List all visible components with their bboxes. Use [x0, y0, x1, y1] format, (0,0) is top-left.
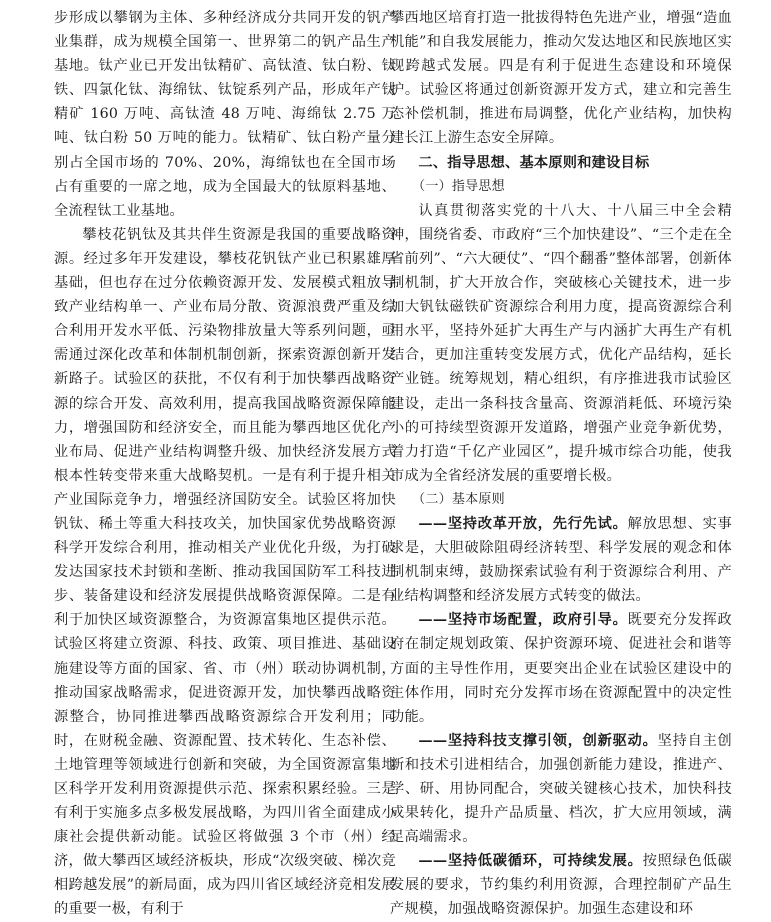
principle-text: 按照绿色低碳发展的要求，节约集约利用资源，合理控制矿产品生产规模，加强战略资源保护。加强生态建设和环 — [390, 853, 732, 918]
section-heading: 二、指导思想、基本原则和建设目标 — [418, 154, 650, 171]
subsection-heading-basic-principles: （二）基本原则 — [412, 491, 505, 507]
principle-title: ——坚持科技支撑引领，创新驱动。 — [418, 732, 658, 749]
paragraph-vanadium-titanium-industry: 步形成以攀钢为主体、多种经济成分共同开发的钒产业集群，成为规模全国第一、世界第二的钒产品生产基地。钛产业已开发出钛精矿、高钛渣、钛白粉、钛铁、四氯化钛、海绵钛、钛锭系列产品，形成年产钛精矿 160 万吨、高钛渣 48 万吨、海绵钛 2.75 万吨、钛白粉 50 万吨的能力。钛精矿、钛白粉产量分别占全国市场的 70%、20%，海绵钛也在全国市场占有重要的一席之地，成为全国最大的钛原料基地、全流程钛工业基地。 — [54, 10, 396, 219]
principle-title: ——坚持低碳循环，可持续发展。 — [418, 853, 643, 870]
paragraph-strategic-resources: 攀枝花钒钛及其共伴生资源是我国的重要战略资源。经过多年开发建设，攀枝花钒钛产业已积累雄厚基础，但也存在过分依赖资源开发、发展模式粗放导致产业结构单一、产业布局分散、资源浪费严重及综合利用开发水平低、污染物排放量大等系列问题，亟需通过深化改革和体制机制创新，探索资源创新开发新路子。试验区的获批，不仅有利于加快攀西战略资源的综合开发、高效利用，提高我国战略资源保障能力，增强国防和经济安全，而且能为攀西地区优化产业布局、促进产业结构调整升级、加快经济发展方式根本性转变带来重大战略契机。一是有利于提升相关产业国际竞争力，增强经济国防安全。试验区将加快钒钛、稀土等重大科技攻关，加快国家优势战略资源科学开发综合利用，推动相关产业优化升级，为打破发达国家技术封锁和垄断、推动我国国防军工科技进步、装备建设和经济发展提供战略资源保障。二是有利于加快区域资源整合，为资源富集地区提供示范。试验区将建立资源、科技、政策、项目推进、基础设施建设等方面的国家、省、市（州）联动协调机制，推动国家战略需求，促进资源开发，加快攀西战略资源整合，协同推进攀西战略资源综合开发利用；同时，在财税金融、资源配置、技术转化、生态补偿、土地管理等领域进行创新和突破，为全国资源富集地区科学开发利用资源提供示范、探索积累经验。三是有利于实施多点多极发展战略，为四川省全面建成小康社会提供新动能。试验区将做强 3 个市（州）经济，做大攀西区域经济板块，形成“次级突破、梯次竞相跨越发展”的新局面，成为四川省区域经济竞相发展的重要一极，有利于 — [54, 226, 396, 918]
principle-title: ——坚持改革开放，先行先试。 — [418, 515, 628, 532]
right-column — [390, 6, 732, 922]
principle-innovation — [390, 729, 732, 849]
principle-market-allocation — [390, 608, 732, 728]
principle-text: 坚持自主创新和技术引进相结合，加强创新能力建设，推进产、学、研、用协同配合，突破关键核心技术，加快科技成果转化，提升产品质量、档次，扩大应用领域，满足高端需求。 — [390, 732, 732, 846]
principle-reform-opening — [390, 512, 732, 608]
principle-text: 解放思想、实事求是，大胆破除阻碍经济转型、科学发展的观念和体制机制束缚，鼓励探索试验有利于资源综合利用、产业结构调整和经济发展方式转变的做法。 — [390, 515, 732, 605]
principle-title: ——坚持市场配置，政府引导。 — [418, 612, 628, 629]
left-column — [54, 6, 396, 922]
paragraph-ecological-protection: 攀西地区培育打造一批拔得特色先进产业，增强“造血机能”和自我发展能力，推动欠发达地区和民族地区实现跨越式发展。四是有利于促进生态建设和环境保护。试验区将通过创新资源开发方式，建立和完善生态补偿机制，推进布局调整，优化产业结构，加快构建长江上游生态安全屏障。 — [390, 10, 732, 147]
principle-text: 既要充分发挥政府在制定规划政策、保护资源环境、促进社会和谐等方面的主导性作用，更要突出企业在试验区建设中的主体作用，同时充分发挥市场在资源配置中的决定性功能。 — [390, 612, 732, 725]
paragraph-guiding-ideology: 认真贯彻落实党的十八大、十八届三中全会精神，围绕省委、市政府“三个加快建设”、“三个走在全省前列”、“六大硬仗”、“四个翻番”整体部署，创新体制机制，扩大开放合作，突破核心关键技术，进一步加大钒钛磁铁矿资源综合利用力度，提高资源综合利用水平，坚持外延扩大再生产与内涵扩大再生产有机结合，更加注重转变发展方式，优化产品结构，延长产业链。统筹规划，精心组织，有序推进我市试验区建设，走出一条科技含量高、资源消耗低、环境污染小的可持续型资源开发道路，增强产业竞争新优势，着力打造“千亿产业园区”，提升城市综合功能，使我市成为全省经济发展的重要增长极。 — [390, 202, 732, 484]
subsection-heading-guiding-ideology: （一）指导思想 — [412, 178, 505, 194]
